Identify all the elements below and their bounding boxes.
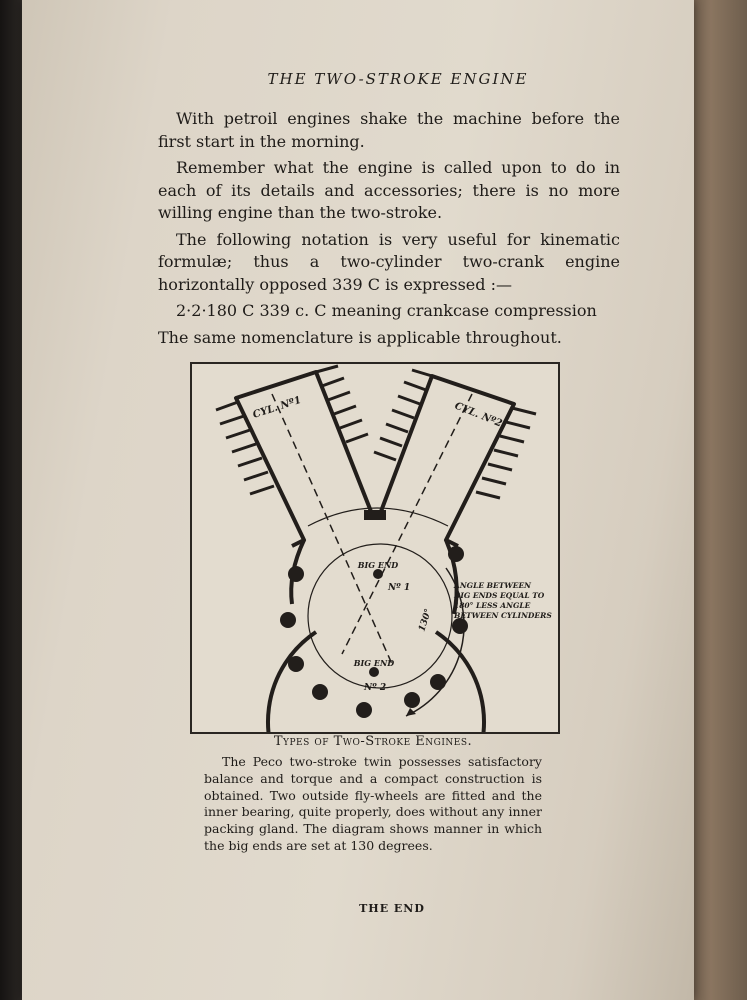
big-end-2-dot	[369, 667, 379, 677]
big-end-1-dot	[373, 569, 383, 579]
angle-note-line-3: 180° LESS ANGLE	[454, 601, 531, 610]
cyl-2-label: CYL. Nº2	[452, 400, 504, 430]
cyl-1-label: CYL. Nº1	[251, 394, 303, 421]
angle-note-line-2: BIG ENDS EQUAL TO	[454, 591, 545, 600]
big-end-2-label: BIG END	[353, 658, 395, 668]
cylinder-1-fins	[216, 366, 368, 494]
description-paragraph: The Peco two-stroke twin possesses satisfactory balance and torque and a compact construction is obtained. Two outside fly-wheels are fitted and the inner bearing, quite properly, does without any inner packing gland. The diagram shows manner in which the big ends are set at 130 degrees.	[204, 754, 542, 853]
crankcase-top-bridge	[364, 510, 386, 520]
angle-value: 130°	[417, 607, 435, 633]
cylinder-2-outline	[380, 376, 514, 546]
cylinder-axes	[272, 394, 472, 664]
crankcase-outline	[268, 632, 484, 732]
big-end-2-number: Nº 2	[364, 683, 387, 693]
book-page	[22, 0, 694, 1000]
paragraph: With petroil engines shake the machine before the first start in the morning.	[158, 109, 620, 151]
big-end-1-number: Nº 1	[388, 583, 411, 593]
running-head: THE TWO-STROKE ENGINE	[267, 70, 529, 88]
figure-caption: Types of Two-Stroke Engines.	[273, 734, 473, 749]
figure-description	[204, 754, 542, 855]
the-end: THE END	[359, 902, 425, 915]
notation-formula: 2·2·180 C 339 c. C meaning crankcase compression	[176, 301, 597, 320]
angle-note-line-4: BETWEEN CYLINDERS	[454, 611, 552, 620]
body-text	[158, 108, 620, 353]
paragraph: The following notation is very useful for kinematic formulæ; thus a two-cylinder two-crank engine horizontally opposed 339 C is expressed :—	[158, 229, 620, 294]
cylinder-2-fins	[374, 370, 536, 498]
big-end-1-label: BIG END	[357, 560, 399, 570]
engine-diagram-drawing	[192, 364, 558, 732]
paragraph: The same nomenclature is applicable throughout.	[158, 327, 562, 347]
engine-diagram	[190, 362, 560, 734]
paragraph: Remember what the engine is called upon to do in each of its details and accessories; there is no more willing engine than the two-stroke.	[158, 158, 620, 222]
book-cover-edge	[687, 0, 747, 1000]
angle-note-line-1: ANGLE BETWEEN	[454, 581, 532, 590]
